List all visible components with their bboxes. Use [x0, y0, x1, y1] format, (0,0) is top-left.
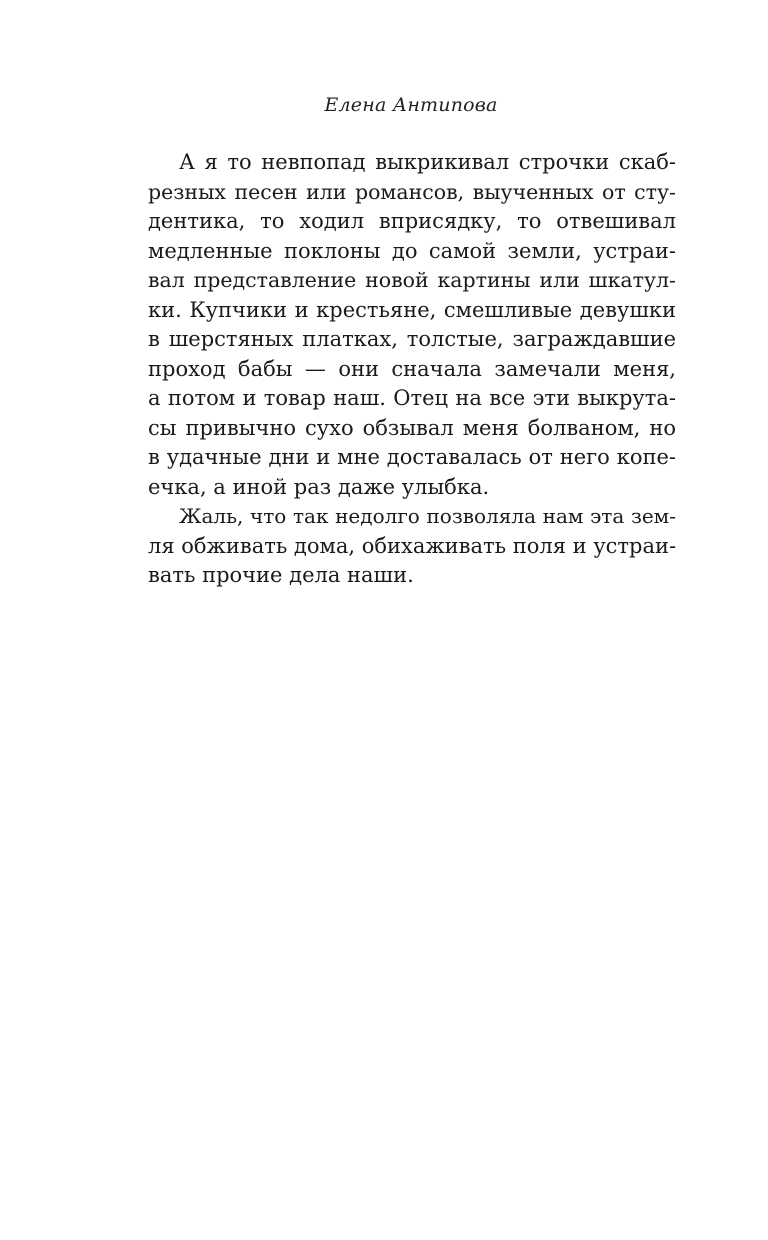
running-head-author: Елена Антипова [324, 94, 498, 116]
paragraph [148, 148, 676, 502]
text-line: а потом и товар наш. Отец на все эти выкрута- [148, 386, 676, 410]
text-line: в шерстяных платках, толстые, заграждавшие [148, 327, 676, 351]
text-line: вал представление новой картины или шкатул- [148, 268, 676, 292]
text-line: ки. Купчики и крестьяне, смешливые девушки [148, 297, 676, 322]
text-line: в удачные дни и мне доставалась от него копе- [148, 445, 676, 469]
body-text [148, 148, 676, 591]
text-line: проход бабы — они сначала замечали меня, [148, 356, 676, 381]
text-line: медленные поклоны до самой земли, устраи- [148, 238, 676, 263]
text-line: ечка, а иной раз даже улыбка. [148, 474, 490, 499]
text-line: Жаль, что так недолго позволяла нам эта зем- [179, 504, 676, 528]
text-line: А я то невпопад выкрикивал строчки скаб- [179, 150, 676, 174]
text-line: сы привычно сухо обзывал меня болваном, но [148, 415, 676, 440]
text-line: резных песен или романсов, выученных от сту- [148, 179, 676, 204]
text-line: ля обживать дома, обихаживать поля и устраи- [148, 533, 677, 558]
text-line: дентика, то ходил вприсядку, то отвешивал [148, 209, 676, 233]
text-line: вать прочие дела наши. [148, 563, 414, 587]
paragraph [148, 502, 676, 591]
